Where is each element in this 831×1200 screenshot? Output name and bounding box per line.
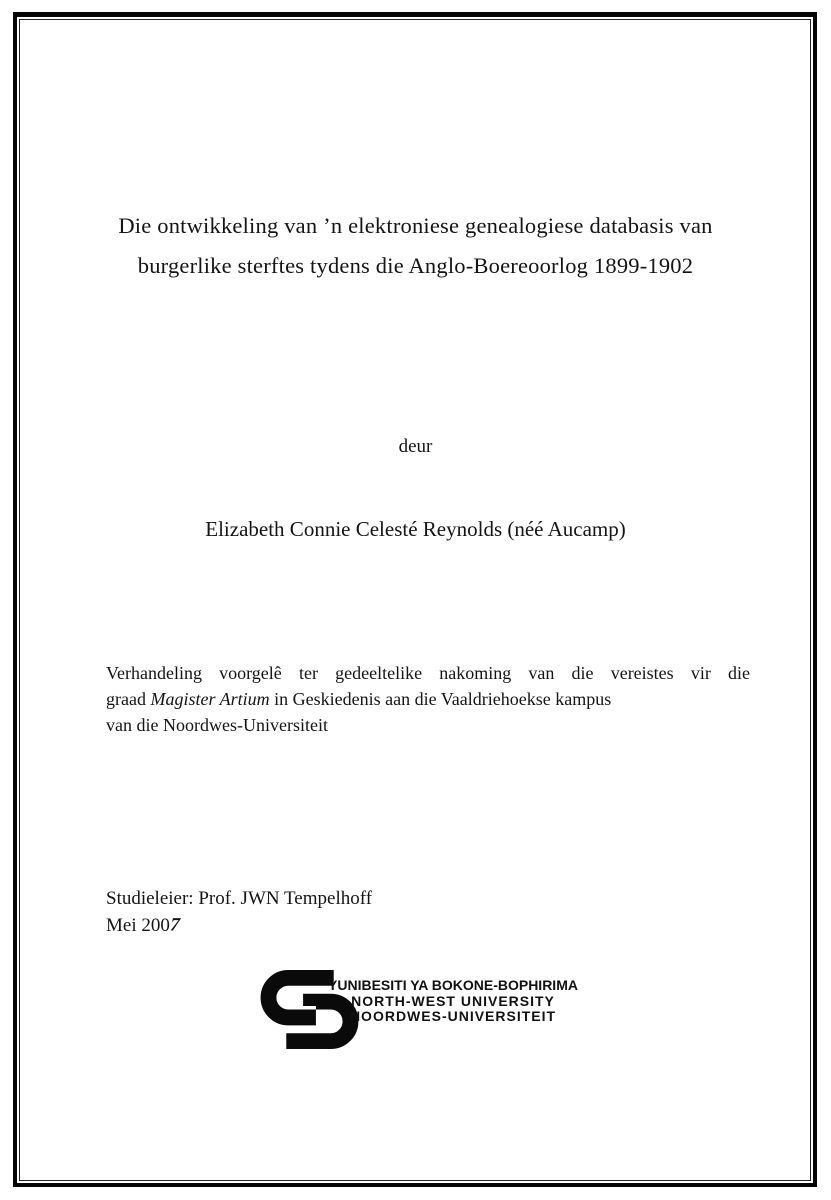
submission-note-line-2-prefix: graad (106, 689, 151, 709)
university-wordmark (321, 978, 585, 1025)
date-last-digit: 7 (167, 914, 183, 936)
thesis-title (45, 206, 786, 286)
submission-note-line-2-suffix: in Geskiedenis aan die Vaaldriehoekse kampus (269, 689, 612, 709)
university-name-english: NORTH-WEST UNIVERSITY (351, 992, 555, 1009)
date-line (106, 912, 372, 939)
thesis-title-line-1: Die ontwikkeling van ’n elektroniese genealogiese databasis van (118, 213, 713, 238)
submission-note-line-1: Verhandeling voorgelê ter gedeeltelike nakoming van die vereistes vir die (106, 663, 750, 683)
supervisor-line: Studieleier: Prof. JWN Tempelhoff (106, 888, 373, 909)
byline-deur: deur (398, 436, 433, 457)
author-name: Elizabeth Connie Celesté Reynolds (néé Aucamp) (205, 517, 626, 541)
supervisor-and-date (106, 885, 372, 939)
university-logo (257, 968, 589, 1052)
university-name-afrikaans: NOORDWES-UNIVERSITEIT (349, 1008, 557, 1024)
submission-note-line-3: van die Noordwes-Universiteit (106, 715, 328, 735)
submission-note (106, 660, 750, 738)
submission-note-line-2 (106, 686, 750, 712)
university-name-setswana: YUNIBESITI YA BOKONE-BOPHIRIMA (328, 977, 578, 993)
degree-name-italic: Magister Artium (150, 689, 270, 709)
date-prefix: Mei 200 (106, 915, 170, 936)
thesis-title-line-2: burgerlike sterftes tydens die Anglo-Boereoorlog 1899-1902 (137, 253, 694, 278)
